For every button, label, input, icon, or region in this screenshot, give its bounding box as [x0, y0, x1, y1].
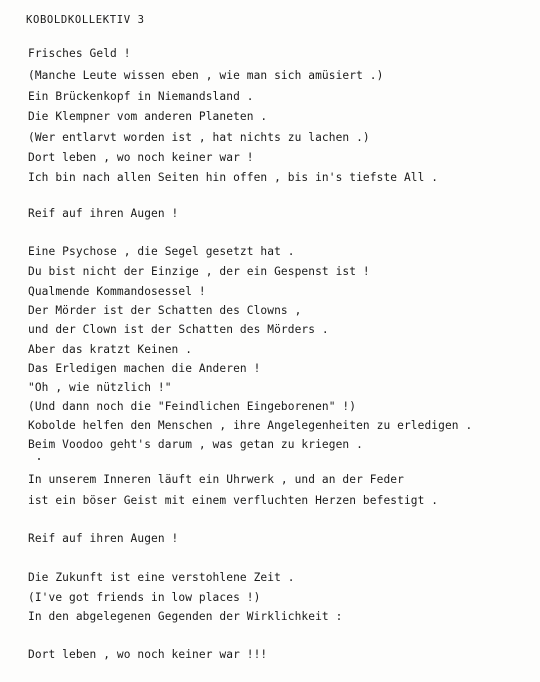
text-line: Die Zukunft ist eine verstohlene Zeit . — [28, 571, 295, 584]
text-line: Der Mörder ist der Schatten des Clowns , — [28, 304, 302, 317]
text-line: In den abgelegenen Gegenden der Wirklichkeit : — [28, 610, 343, 623]
text-line: Ein Brückenkopf in Niemandsland . — [28, 90, 254, 103]
text-line: (Manche Leute wissen eben , wie man sich amüsiert .) — [28, 69, 384, 82]
text-line: In unserem Inneren läuft ein Uhrwerk , und an der Feder — [28, 473, 404, 486]
text-line: (I've got friends in low places !) — [28, 591, 261, 604]
text-line: Du bist nicht der Einzige , der ein Gespenst ist ! — [28, 265, 370, 278]
text-line: Frisches Geld ! — [28, 47, 131, 60]
text-line: Reif auf ihren Augen ! — [28, 532, 179, 545]
text-line: Ich bin nach allen Seiten hin offen , bis in's tiefste All . — [28, 171, 439, 184]
ink-speck — [38, 458, 40, 460]
text-line: (Und dann noch die "Feindlichen Eingeborenen" !) — [28, 400, 357, 413]
text-line: Dort leben , wo noch keiner war !!! — [28, 648, 268, 661]
text-line: Qualmende Kommandosessel ! — [28, 285, 206, 298]
text-line: Dort leben , wo noch keiner war ! — [28, 151, 254, 164]
text-line: und der Clown ist der Schatten des Mörders . — [28, 323, 329, 336]
text-line: Reif auf ihren Augen ! — [28, 207, 179, 220]
text-line: Eine Psychose , die Segel gesetzt hat . — [28, 245, 295, 258]
text-line: Beim Voodoo geht's darum , was getan zu kriegen . — [28, 438, 363, 451]
text-line: Die Klempner vom anderen Planeten . — [28, 110, 268, 123]
text-line: Das Erledigen machen die Anderen ! — [28, 362, 261, 375]
text-line: Kobolde helfen den Menschen , ihre Angelegenheiten zu erledigen . — [28, 419, 473, 432]
text-line: "Oh , wie nützlich !" — [28, 381, 172, 394]
document-header: KOBOLDKOLLEKTIV 3 — [26, 14, 145, 26]
text-line: Aber das kratzt Keinen . — [28, 343, 193, 356]
text-line: ist ein böser Geist mit einem verfluchten Herzen befestigt . — [28, 494, 439, 507]
text-line: (Wer entlarvt worden ist , hat nichts zu lachen .) — [28, 131, 370, 144]
